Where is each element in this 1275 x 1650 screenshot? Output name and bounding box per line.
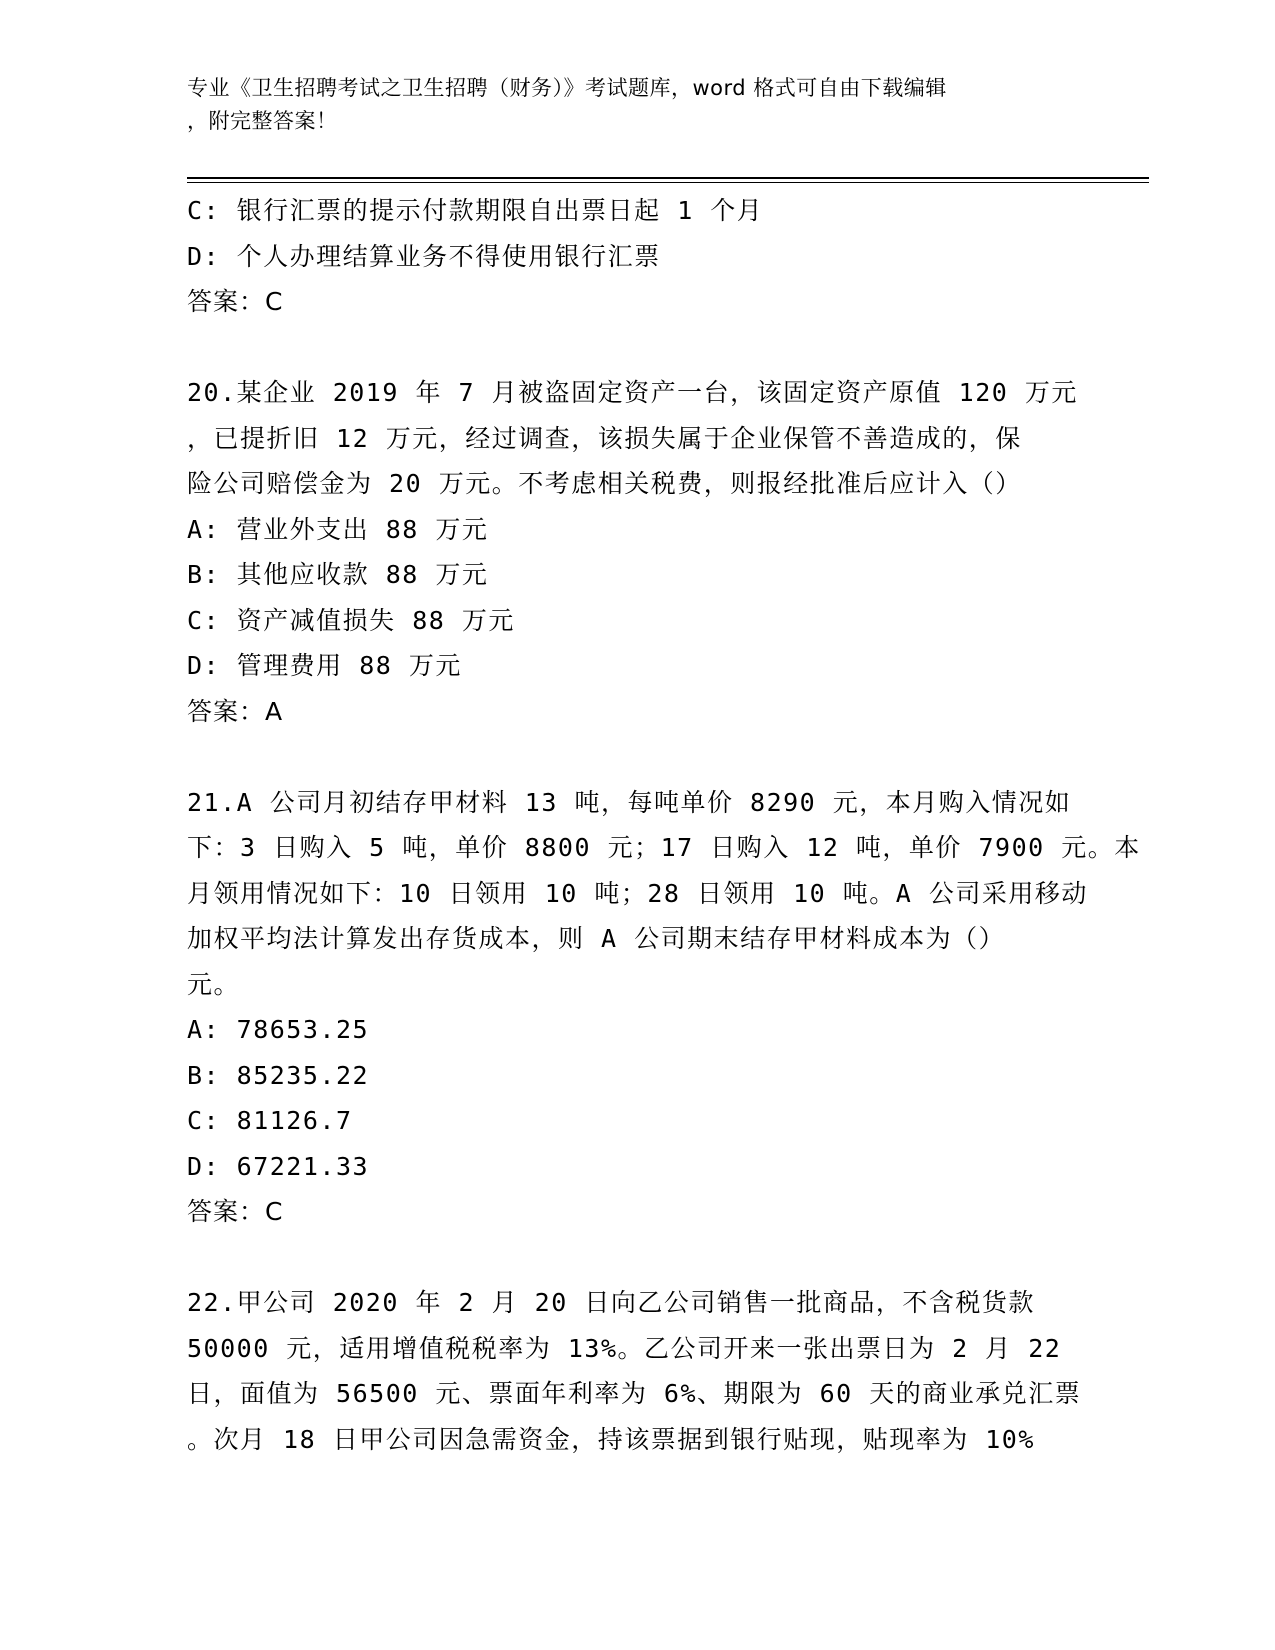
q20-stem-line-3: 险公司赔偿金为 20 万元。不考虑相关税费，则报经批准后应计入（） [187, 469, 1022, 498]
spacer [187, 1235, 1087, 1281]
q21-option-b: B: 85235.22 [187, 1060, 370, 1090]
question-19 [187, 188, 1087, 325]
header-divider-thick [187, 177, 1149, 179]
q21-option-a: A: 78653.25 [187, 1015, 370, 1044]
spacer [187, 325, 1087, 371]
q19-answer: 答案：C [187, 287, 284, 316]
spacer [187, 734, 1087, 780]
q20-stem-line-2: ，已提折旧 12 万元，经过调查，该损失属于企业保管不善造成的，保 [187, 423, 1022, 453]
q19-option-d: D: 个人办理结算业务不得使用银行汇票 [187, 241, 661, 271]
q21-stem-line-1: 21.A 公司月初结存甲材料 13 吨，每吨单价 8290 元，本月购入情况如 [187, 787, 1072, 817]
q22-stem-line-4: 。次月 18 日甲公司因急需资金，持该票据到银行贴现，贴现率为 10% [187, 1424, 1035, 1454]
question-22 [187, 1280, 1087, 1462]
document-body [187, 188, 1141, 1462]
document-header [187, 72, 1067, 138]
q21-stem-line-5: 元。 [187, 969, 241, 999]
q21-stem-line-4: 加权平均法计算发出存货成本，则 A 公司期末结存甲材料成本为（） [187, 924, 1006, 953]
q22-stem-line-2: 50000 元，适用增值税税率为 13%。乙公司开来一张出票日为 2 月 22 [187, 1333, 1062, 1363]
header-line-1: 专业《卫生招聘考试之卫生招聘（财务）》考试题库，word 格式可自由下载编辑 [187, 76, 947, 100]
q22-stem-line-1: 22.甲公司 2020 年 2 月 20 日向乙公司销售一批商品，不含税货款 [187, 1288, 1035, 1317]
q20-option-d: D: 管理费用 88 万元 [187, 651, 462, 680]
question-20 [187, 370, 1087, 734]
q20-stem-line-1: 20.某企业 2019 年 7 月被盗固定资产一台，该固定资产原值 120 万元 [187, 378, 1078, 407]
header-divider-thin [187, 182, 1149, 183]
q21-stem-line-3: 月领用情况如下：10 日领用 10 吨；28 日领用 10 吨。A 公司采用移动 [187, 878, 1088, 908]
question-21 [187, 780, 1141, 1235]
q21-stem-line-2: 下：3 日购入 5 吨，单价 8800 元；17 日购入 12 吨，单价 7900 元。本 [187, 833, 1141, 862]
q21-option-c: C: 81126.7 [187, 1106, 353, 1135]
q20-option-a: A: 营业外支出 88 万元 [187, 514, 489, 544]
q20-option-b: B: 其他应收款 88 万元 [187, 560, 489, 589]
q22-stem-line-3: 日，面值为 56500 元、票面年利率为 6%、期限为 60 天的商业承兑汇票 [187, 1379, 1082, 1408]
header-line-2: ，附完整答案！ [187, 109, 338, 133]
q21-answer: 答案：C [187, 1197, 284, 1226]
q21-option-d: D: 67221.33 [187, 1151, 370, 1181]
q20-answer: 答案：A [187, 696, 284, 726]
q20-option-c: C: 资产减值损失 88 万元 [187, 605, 515, 635]
q19-option-c: C: 银行汇票的提示付款期限自出票日起 1 个月 [187, 196, 764, 225]
